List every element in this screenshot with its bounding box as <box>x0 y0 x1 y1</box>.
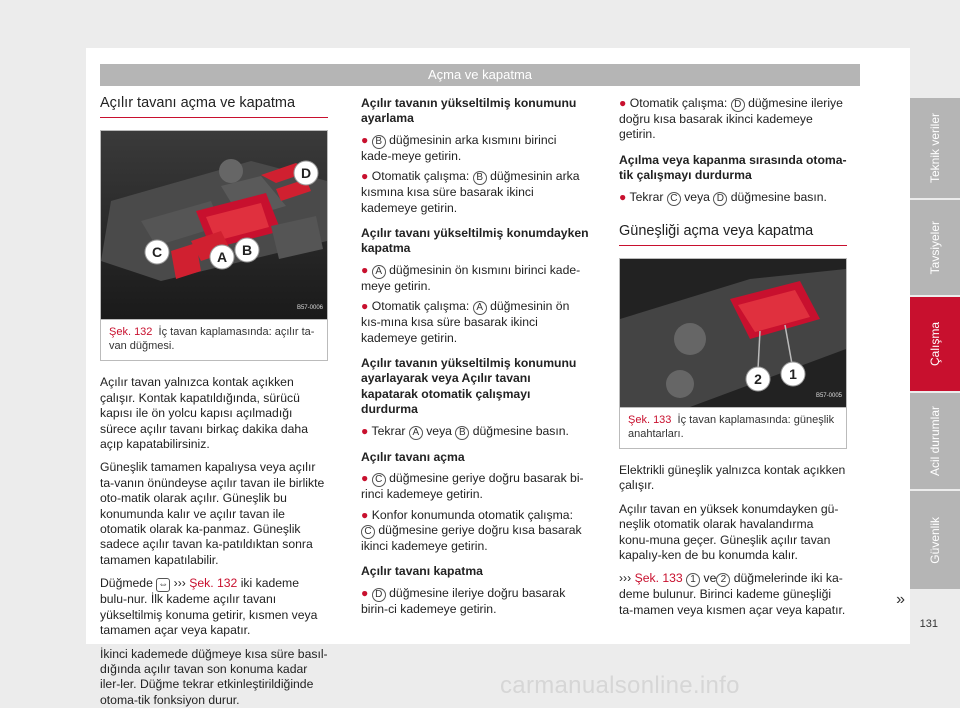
column-3 <box>619 96 847 626</box>
figure-code: B57-0006 <box>296 305 323 311</box>
figure-link[interactable]: Şek. 133 <box>634 571 683 586</box>
section-title-sunshade: Güneşliği açma veya kapatma <box>619 224 847 246</box>
heading: Açılma veya kapanma sırasında otoma-tik çalışmayı durdurma <box>619 152 847 183</box>
label-2: 2 <box>754 371 762 388</box>
switch-icon: ⇔ <box>158 579 169 591</box>
label-C: C <box>151 244 163 261</box>
caption-ref: Şek. 132 <box>109 326 153 339</box>
label-A: A <box>216 249 228 266</box>
figure-caption <box>619 408 847 449</box>
column-2 <box>361 96 589 622</box>
figure-132 <box>100 130 328 320</box>
paragraph: Açılır tavan en yüksek konumdayken gü-neşlik otomatik olarak havalandırma konu-muna geçer. Güneşlik açılır tavan kapalıy-ken de bu konumda kalır. <box>619 501 839 563</box>
list-item: ● B düğmesinin arka kısmını birinci kade-meye getirin. <box>361 132 557 163</box>
section-title-sunroof: Açılır tavanı açma ve kapatma <box>100 96 328 118</box>
caption-text: İç tavan kaplamasında: açılır ta-van düğmesi. <box>109 326 315 352</box>
tab-guvenlik[interactable]: Güvenlik <box>910 491 960 589</box>
heading: Açılır tavanı açma <box>361 449 465 464</box>
list-item: ● A düğmesinin ön kısmını birinci kade-meye getirin. <box>361 262 581 293</box>
paragraph: İkinci kademede düğmeye kısa süre basıl-dığında açılır tavan son konuma kadar iler-ler. Düğme tekrar etkinleştirildiğinde otoma-tik fonksiyon durur. <box>100 646 328 707</box>
list-item: ● Otomatik çalışma: D düğmesine ileriye doğru kısa basarak ikinci kademeye getirin. <box>619 96 843 142</box>
page-number: 131 <box>919 618 938 630</box>
paragraph: Açılır tavan yalnızca kontak açıkken çalışır. Kontak kapatıldığında, sürücü kapısı ile ön yolcu kapısı açılmadığı sürece açılır tavanı birkaç dakika daha açıp kapatabilirsiniz. <box>100 375 308 452</box>
paragraph: Düğmede ⇔ ››› Şek. 132 iki kademe bulu-nur. İlk kademe açılır tavanı yükseltilmiş konuma getirir, kısmen veya tamamen açar veya kapatır. <box>100 576 318 638</box>
figure-133 <box>619 258 847 408</box>
heading: Açılır tavanın yükseltilmiş konumunu ayarlama <box>361 96 577 126</box>
list-item: ● C düğmesine geriye doğru basarak bi-rinci kademeye getirin. <box>361 471 584 502</box>
list-item: ● Tekrar A veya B düğmesine basın. <box>361 423 569 438</box>
sunroof-switch-illustration <box>101 131 327 319</box>
caption-text: İç tavan kaplamasında: güneşlik anahtarları. <box>628 414 835 440</box>
heading: Açılır tavanı yükseltilmiş konumdayken kapatma <box>361 226 589 256</box>
list-item: ● Konfor konumunda otomatik çalışma: C düğmesine geriye doğru kısa basarak ikinci kademeye getirin. <box>361 507 582 553</box>
list-item: ● Tekrar C veya D düğmesine basın. <box>619 189 827 204</box>
figure-code: B57-0005 <box>815 392 842 399</box>
label-B: B <box>241 242 253 259</box>
column-1 <box>100 96 328 708</box>
label-D: D <box>300 165 312 182</box>
heading: Açılır tavanı kapatma <box>361 564 483 579</box>
chapter-header: Açma ve kapatma <box>100 64 860 86</box>
list-item: ● Otomatik çalışma: A düğmesinin ön kıs-mına kısa süre basarak ikinci kademeye getirin. <box>361 299 570 345</box>
tab-calisma[interactable]: Çalışma <box>910 297 960 391</box>
sunshade-switch-illustration <box>620 259 846 407</box>
caption-ref: Şek. 133 <box>628 414 672 427</box>
paragraph: Güneşlik tamamen kapalıysa veya açılır ta-vanın önündeyse açılır tavan ile birlikte oto-matik olarak açılır. Güneşlik bu konumunda kalır ve açılır tavan ile otomatik olarak ka-panmaz. Güneşlik sadece açılır tavan ka-patıldıktan sonra tamamen kapatılabilir. <box>100 460 325 567</box>
list-item: ● Otomatik çalışma: B düğmesinin arka kısmına kısa süre basarak ikinci kademeye getirin. <box>361 169 580 215</box>
continue-mark: » <box>896 591 905 608</box>
arrow-marker: ››› <box>173 576 186 591</box>
label-1: 1 <box>789 366 797 383</box>
list-item: ● D düğmesine ileriye doğru basarak birin-ci kademeye getirin. <box>361 585 566 616</box>
tab-tavsiyeler[interactable]: Tavsiyeler <box>910 200 960 295</box>
heading: Açılır tavanın yükseltilmiş konumunu ayarlayarak veya Açılır tavanı kapatarak otomatik çalışmayı durdurma <box>361 356 577 417</box>
figure-link[interactable]: Şek. 132 <box>189 576 238 591</box>
tab-acil-durumlar[interactable]: Acil durumlar <box>910 393 960 489</box>
watermark: carmanualsonline.info <box>500 672 740 699</box>
figure-caption <box>100 320 328 361</box>
paragraph: ››› Şek. 133 1 ve 2 düğmelerinde iki ka-deme bulunur. Birinci kademe güneşliği ta-mamen veya kısmen açar veya kapatır. <box>619 571 846 617</box>
paragraph: Elektrikli güneşlik yalnızca kontak açıkken çalışır. <box>619 463 846 493</box>
arrow-marker: ››› <box>619 571 632 586</box>
tab-teknik-veriler[interactable]: Teknik veriler <box>910 98 960 198</box>
